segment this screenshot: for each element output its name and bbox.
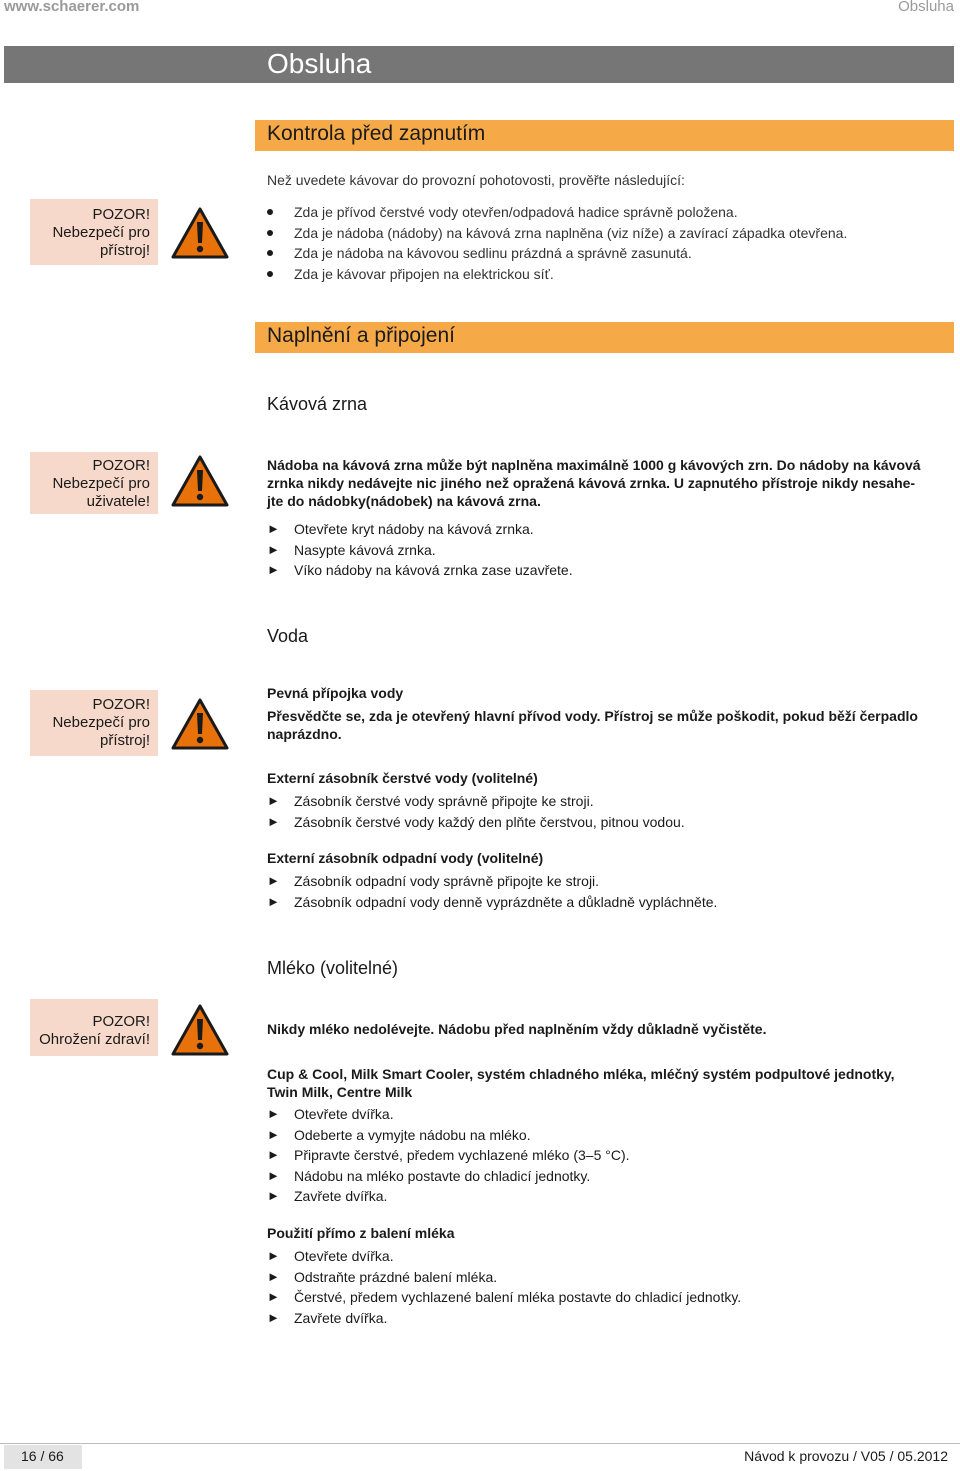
step-arrow-icon: ► [267, 813, 280, 829]
warning-line: přístroj! [99, 242, 150, 259]
fixed-water-text: Přesvědčte se, zda je otevřený hlavní přívod vody. Přístroj se může poškodit, pokud běží čerpadlo naprázdno. [267, 708, 918, 742]
step-arrow-icon: ► [267, 1289, 280, 1304]
list-item: Zda je přívod čerstvé vody otevřen/odpadová hadice správně položena. [267, 202, 955, 223]
section-check-heading-bar [255, 120, 954, 151]
step-arrow-icon: ► [267, 1147, 280, 1162]
list-item: ► Zavřete dvířka. [267, 1308, 955, 1329]
step-arrow-icon: ► [267, 541, 280, 557]
step-arrow-icon: ► [267, 793, 280, 808]
warning-triangle-icon [170, 454, 230, 508]
warning-triangle-icon [170, 206, 230, 260]
step-arrow-icon: ► [267, 1188, 280, 1203]
section-fill-heading: Naplnění a připojení [267, 324, 455, 347]
warning-line: POZOR! [92, 696, 150, 713]
section-fill-heading-bar [255, 322, 954, 353]
waste-water-steps [267, 871, 955, 912]
fixed-water-heading: Pevná přípojka vody [267, 685, 404, 701]
page-number: 16 / 66 [21, 1448, 64, 1464]
warning-label-device-2 [30, 690, 158, 756]
document-version: Návod k provozu / V05 / 05.2012 [744, 1448, 948, 1464]
header-section-title: Obsluha [898, 0, 954, 15]
bullet-dot-icon [267, 271, 273, 277]
warning-line: POZOR! [92, 206, 150, 223]
page-title-bar [4, 46, 954, 83]
list-item: Zda je nádoba (nádoby) na kávová zrna naplněna (viz níže) a zavírací západka otevřena. [267, 223, 955, 244]
step-arrow-icon: ► [267, 521, 280, 536]
list-item: ► Nasypte kávová zrnka. [267, 540, 955, 561]
list-item: ► Nádobu na mléko postavte do chladicí jednotky. [267, 1166, 955, 1187]
warning-line: uživatele! [86, 493, 150, 510]
step-arrow-icon: ► [267, 873, 280, 888]
list-item: ► Odeberte a vymyjte nádobu na mléko. [267, 1125, 955, 1146]
warning-triangle-icon [170, 1003, 230, 1057]
list-item: ► Zásobník čerstvé vody každý den plňte čerstvou, pitnou vodou. [267, 812, 955, 833]
pack-heading: Použití přímo z balení mléka [267, 1225, 455, 1241]
milk-heading: Mléko (volitelné) [267, 958, 399, 978]
warning-line: Ohrožení zdraví! [39, 1031, 150, 1048]
list-item: ► Čerstvé, předem vychlazené balení mléka postavte do chladicí jednotky. [267, 1287, 955, 1308]
beans-steps [267, 519, 955, 581]
warning-line: Nebezpečí pro [52, 475, 150, 492]
list-item: Zda je kávovar připojen na elektrickou síť. [267, 264, 955, 285]
warning-label-health [30, 999, 158, 1056]
list-item: ► Otevřete kryt nádoby na kávová zrnka. [267, 519, 955, 540]
site-url[interactable]: www.schaerer.com [4, 0, 140, 15]
cooler-steps [267, 1104, 955, 1207]
pack-steps [267, 1246, 955, 1328]
footer-divider [0, 1443, 960, 1444]
list-item: ► Otevřete dvířka. [267, 1104, 955, 1125]
step-arrow-icon: ► [267, 1268, 280, 1284]
cooler-heading: Cup & Cool, Milk Smart Cooler, systém chladného mléka, mléčný systém podpultové jednotky, Twin Milk, Centre Milk [267, 1066, 895, 1100]
list-item: ► Zásobník odpadní vody denně vyprázdněte a důkladně vypláchněte. [267, 892, 955, 913]
list-item: ► Zavřete dvířka. [267, 1186, 955, 1207]
step-arrow-icon: ► [267, 893, 280, 909]
warning-label-device-1 [30, 199, 158, 265]
beans-warning-text: Nádoba na kávová zrna může být naplněna maximálně 1000 g kávových zrn. Do nádoby na kávová zrnka nikdy nedávejte nic jiného než opražená kávová zrnka. U zapnutého přístroje nikdy nesahe- jte do nádobky(nádobek) na kávová zrna. [267, 457, 921, 509]
list-item: ► Víko nádoby na kávová zrnka zase uzavřete. [267, 560, 955, 581]
warning-triangle-icon [170, 697, 230, 751]
bullet-dot-icon [267, 250, 273, 256]
fresh-water-steps [267, 791, 955, 832]
bullet-dot-icon [267, 230, 273, 236]
warning-line: POZOR! [92, 457, 150, 474]
beans-heading: Kávová zrna [267, 394, 368, 414]
list-item: ► Otevřete dvířka. [267, 1246, 955, 1267]
step-arrow-icon: ► [267, 562, 280, 577]
warning-line: přístroj! [99, 732, 150, 749]
step-arrow-icon: ► [267, 1309, 280, 1325]
step-arrow-icon: ► [267, 1167, 280, 1183]
page-number-box [4, 1445, 82, 1469]
warning-label-user [30, 452, 158, 514]
step-arrow-icon: ► [267, 1106, 280, 1121]
water-heading: Voda [267, 626, 309, 646]
fresh-water-heading: Externí zásobník čerstvé vody (volitelné) [267, 770, 538, 786]
step-arrow-icon: ► [267, 1126, 280, 1142]
list-item: ► Zásobník čerstvé vody správně připojte ke stroji. [267, 791, 955, 812]
list-item: Zda je nádoba na kávovou sedlinu prázdná a správně zasunutá. [267, 243, 955, 264]
check-intro: Než uvedete kávovar do provozní pohotovosti, prověřte následující: [267, 172, 685, 188]
warning-line: Nebezpečí pro [52, 224, 150, 241]
list-item: ► Připravte čerstvé, předem vychlazené mléko (3–5 °C). [267, 1145, 955, 1166]
warning-line: Nebezpečí pro [52, 714, 150, 731]
page-title: Obsluha [267, 48, 372, 79]
section-check-heading: Kontrola před zapnutím [267, 122, 486, 145]
list-item: ► Odstraňte prázdné balení mléka. [267, 1267, 955, 1288]
waste-water-heading: Externí zásobník odpadní vody (volitelné) [267, 850, 544, 866]
list-item: ► Zásobník odpadní vody správně připojte ke stroji. [267, 871, 955, 892]
check-list [267, 202, 955, 284]
step-arrow-icon: ► [267, 1248, 280, 1263]
warning-line: POZOR! [92, 1013, 150, 1030]
milk-warning-text: Nikdy mléko nedolévejte. Nádobu před naplněním vždy důkladně vyčistěte. [267, 1021, 767, 1037]
bullet-dot-icon [267, 209, 273, 215]
